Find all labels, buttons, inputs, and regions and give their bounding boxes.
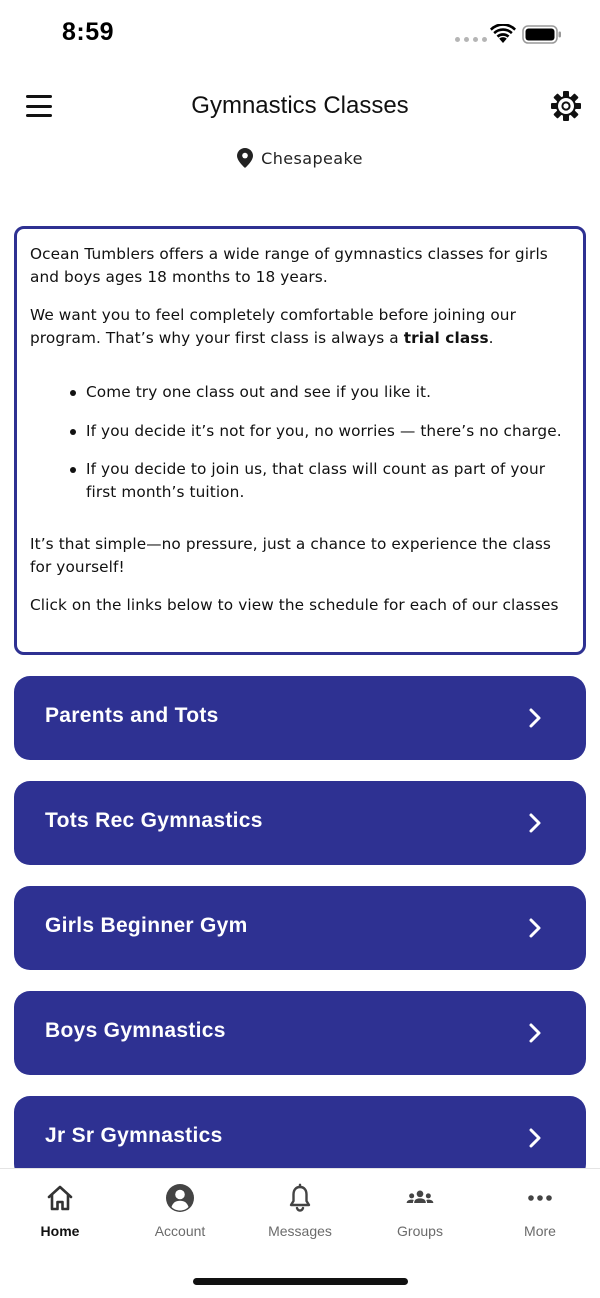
tab-groups[interactable] bbox=[360, 1183, 480, 1243]
class-button-parents-and-tots[interactable] bbox=[14, 676, 586, 760]
trial-paragraph: We want you to feel completely comfortable before joining our program. That’s why your first class is always a trial class. bbox=[30, 306, 516, 347]
chevron-right-icon bbox=[526, 1021, 544, 1045]
class-button-label: Tots Rec Gymnastics bbox=[45, 809, 263, 832]
chevron-right-icon bbox=[526, 1126, 544, 1150]
tab-more[interactable] bbox=[480, 1183, 600, 1243]
app-header bbox=[0, 70, 600, 142]
tab-label: Home bbox=[40, 1223, 80, 1239]
links-instruction: Click on the links below to view the schedule for each of our classes bbox=[30, 596, 559, 614]
chevron-right-icon bbox=[526, 811, 544, 835]
bullet-item: If you decide it’s not for you, no worries — there’s no charge. bbox=[86, 420, 570, 443]
gear-icon[interactable] bbox=[550, 90, 582, 122]
groups-icon bbox=[405, 1183, 435, 1213]
home-indicator bbox=[193, 1278, 408, 1285]
chevron-right-icon bbox=[526, 916, 544, 940]
class-button-label: Jr Sr Gymnastics bbox=[45, 1124, 223, 1147]
class-button-boys-gymnastics[interactable] bbox=[14, 991, 586, 1075]
intro-paragraph: Ocean Tumblers offers a wide range of gymnastics classes for girls and boys ages 18 months to 18 years. bbox=[30, 245, 548, 286]
status-bar bbox=[0, 0, 600, 66]
map-pin-icon bbox=[237, 148, 253, 168]
tab-home[interactable] bbox=[0, 1183, 120, 1243]
class-button-label: Boys Gymnastics bbox=[45, 1019, 226, 1042]
more-dots-icon bbox=[525, 1183, 555, 1213]
tab-messages[interactable] bbox=[240, 1183, 360, 1243]
class-button-label: Girls Beginner Gym bbox=[45, 914, 248, 937]
class-button-label: Parents and Tots bbox=[45, 704, 219, 727]
simple-paragraph: It’s that simple—no pressure, just a chance to experience the class for yourself! bbox=[30, 535, 552, 576]
bullet-item: Come try one class out and see if you like it. bbox=[86, 381, 570, 404]
signal-dots-icon bbox=[455, 37, 487, 42]
chevron-right-icon bbox=[526, 706, 544, 730]
tab-account[interactable] bbox=[120, 1183, 240, 1243]
class-button-tots-rec-gymnastics[interactable] bbox=[14, 781, 586, 865]
bullet-item: If you decide to join us, that class will count as part of your first month’s tuition. bbox=[86, 458, 570, 503]
status-time: 8:59 bbox=[62, 18, 115, 46]
location-selector[interactable] bbox=[0, 148, 600, 168]
wifi-icon bbox=[490, 24, 516, 44]
bell-icon bbox=[285, 1183, 315, 1213]
tab-label: Groups bbox=[397, 1223, 443, 1239]
trial-class-emphasis: trial class bbox=[403, 328, 489, 347]
location-name: Chesapeake bbox=[261, 148, 363, 168]
battery-icon bbox=[522, 25, 562, 44]
trial-bullet-list bbox=[30, 381, 570, 503]
tab-label: More bbox=[524, 1223, 556, 1239]
tab-label: Account bbox=[154, 1223, 206, 1239]
account-icon bbox=[165, 1183, 195, 1213]
info-card bbox=[14, 226, 586, 655]
class-button-girls-beginner-gym[interactable] bbox=[14, 886, 586, 970]
tab-label: Messages bbox=[268, 1223, 332, 1239]
page-title: Gymnastics Classes bbox=[191, 92, 409, 119]
home-icon bbox=[45, 1183, 75, 1213]
